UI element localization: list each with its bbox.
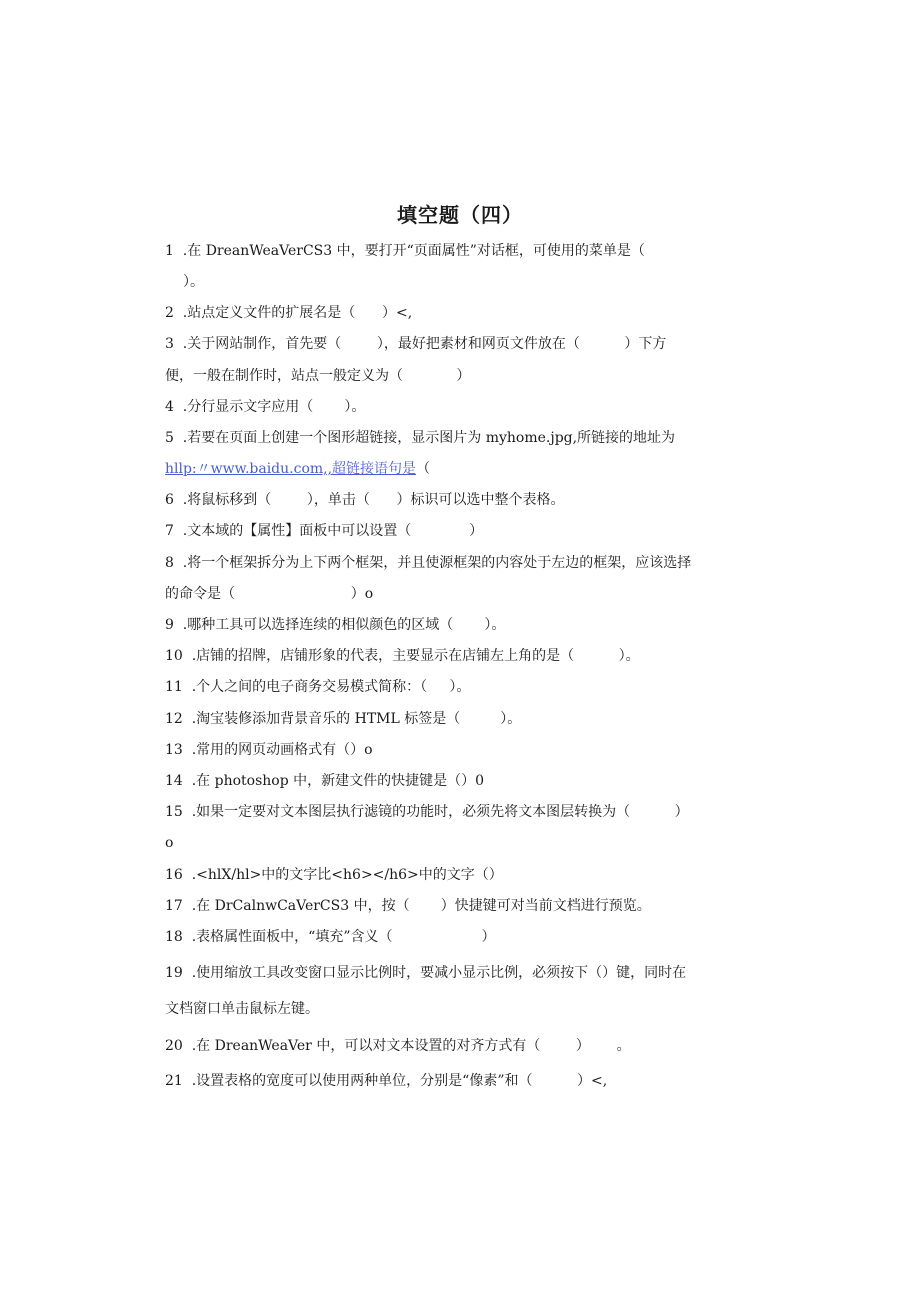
question-line: 6 .将鼠标移到（ ），单击（ ）标识可以选中整个表格。: [165, 492, 565, 508]
question-line: 12 .淘宝装修添加背景音乐的 HTML 标签是（ ）。: [165, 711, 522, 727]
question-line: 14 .在 photoshop 中，新建文件的快捷键是（）0: [165, 773, 485, 789]
question-line: 19 .使用缩放工具改变窗口显示比例时，要减小显示比例，必须按下（）键，同时在: [165, 965, 687, 981]
page-title: 填空题（四）: [397, 203, 523, 227]
question-line: 15 .如果一定要对文本图层执行滤镜的功能时，必须先将文本图层转换为（ ）: [165, 804, 689, 820]
question-line: 1 .在 DreanWeaVerCS3 中，要打开“页面属性”对话框，可使用的菜单是（: [165, 243, 645, 259]
question-line: 5 .若要在页面上创建一个图形超链接，显示图片为 myhome.jpg,所链接的地址为: [165, 430, 676, 446]
question-line: 10 .店铺的招牌，店铺形象的代表，主要显示在店铺左上角的是（ ）。: [165, 648, 640, 664]
question-line: 16 .<hlX/hl>中的文字比<h6></h6>中的文字（）: [165, 867, 503, 883]
question-line: o: [165, 835, 174, 851]
question-line: 的命令是（ ）o: [165, 586, 374, 602]
question-line: 17 .在 DrCalnwCaVerCS3 中，按（ ）快捷键可对当前文档进行预览。: [165, 898, 651, 914]
question-line: 20 .在 DreanWeaVer 中，可以对文本设置的对齐方式有（ ） 。: [165, 1038, 631, 1054]
question-line: ）。: [183, 274, 204, 290]
question-line: 2 .站点定义文件的扩展名是（ ）<,: [165, 305, 413, 321]
question-line: 便，一般在制作时，站点一般定义为（ ）: [165, 368, 471, 384]
question-text: （: [416, 461, 431, 477]
hyperlink-text[interactable]: hllp:〃www.baidu.com,,超链接语句是: [165, 461, 417, 477]
question-line: 9 .哪种工具可以选择连续的相似颜色的区域（ ）。: [165, 617, 506, 633]
question-line: 21 .设置表格的宽度可以使用两种单位，分别是“像素”和（ ）<,: [165, 1073, 608, 1089]
question-line: 13 .常用的网页动画格式有（）o: [165, 742, 373, 758]
question-line: 7 .文本域的【属性】面板中可以设置（ ）: [165, 523, 484, 539]
question-line: 11 .个人之间的电子商务交易模式简称：（ ）。: [165, 679, 471, 695]
question-line: 8 .将一个框架拆分为上下两个框架，并且使源框架的内容处于左边的框架，应该选择: [165, 555, 692, 571]
question-line: 文档窗口单击鼠标左键。: [165, 1001, 319, 1017]
question-line: [165, 459, 430, 479]
question-line: 3 .关于网站制作，首先要（ ），最好把素材和网页文件放在（ ）下方: [165, 336, 667, 352]
question-line: 18 .表格属性面板中，“填充”含义（ ）: [165, 929, 496, 945]
question-line: 4 .分行显示文字应用（ ）。: [165, 399, 366, 415]
